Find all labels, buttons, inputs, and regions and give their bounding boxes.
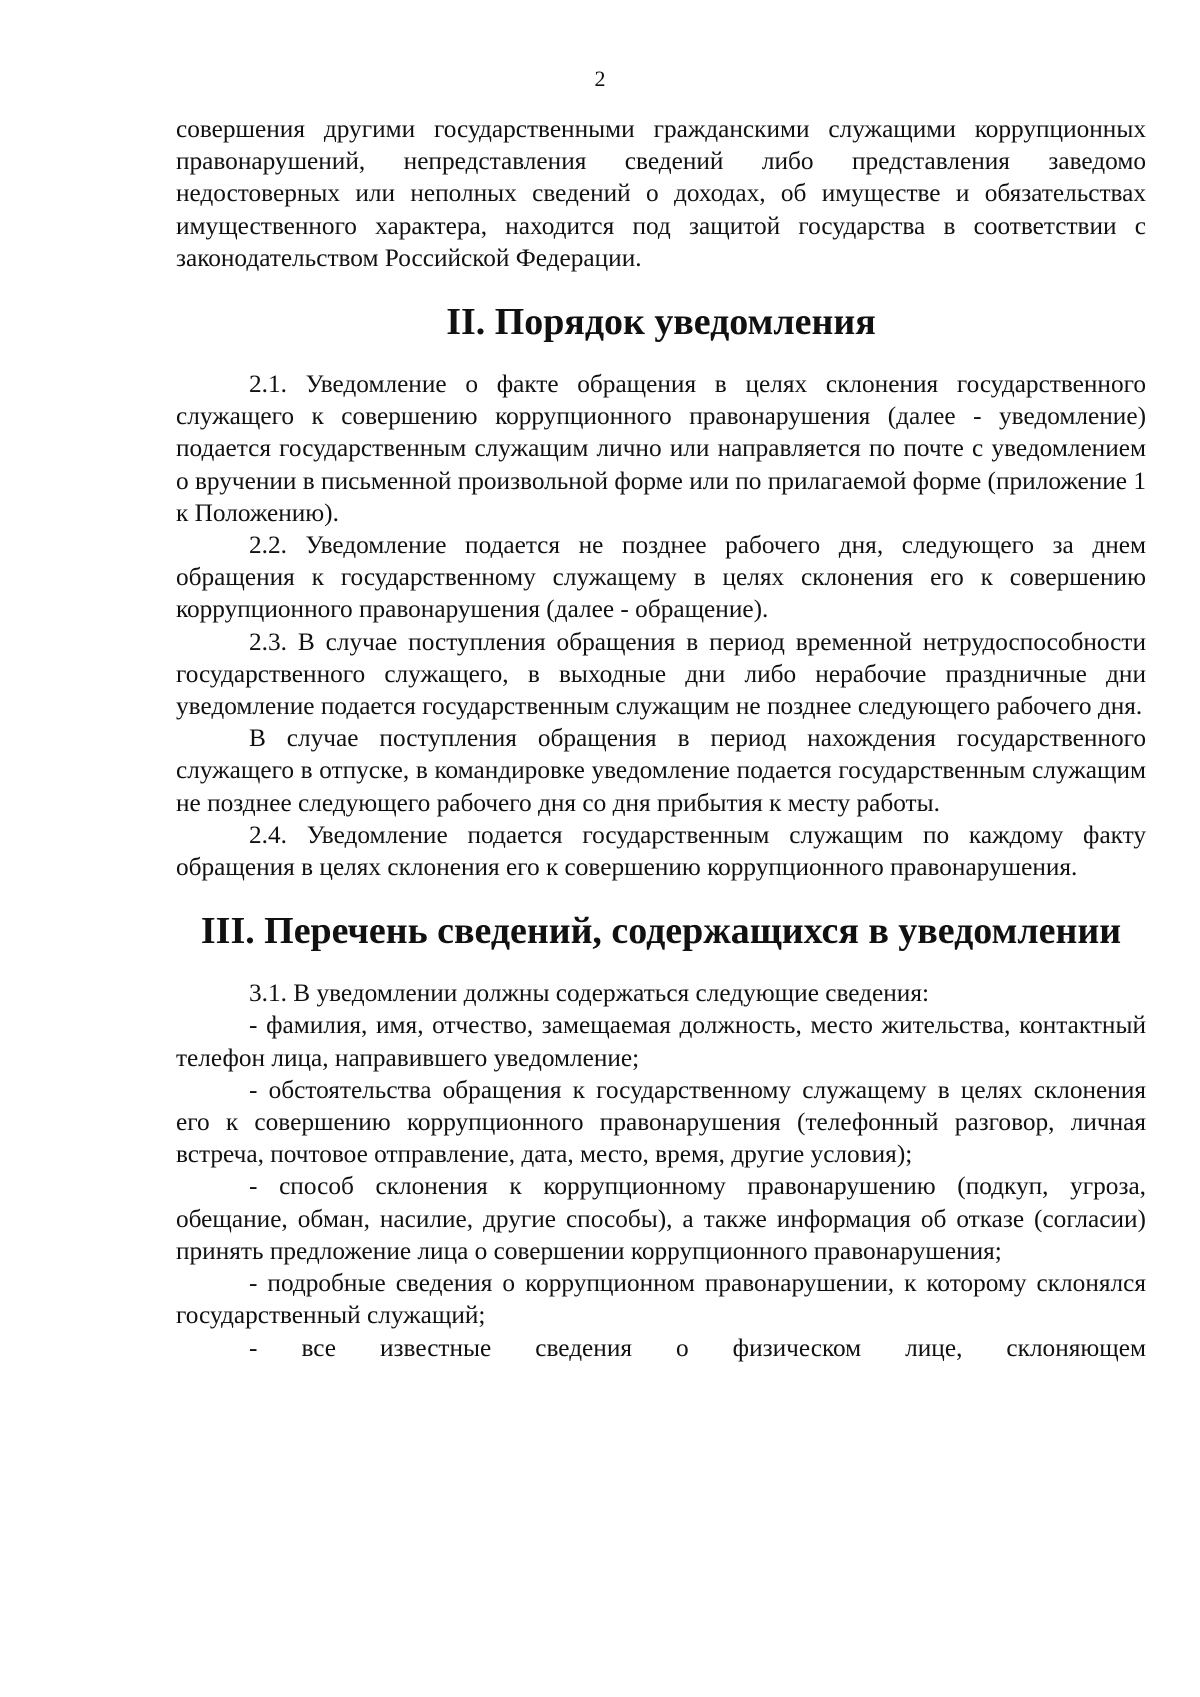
- document-body: [176, 113, 1146, 1364]
- paragraph-2-2: 2.2. Уведомление подается не позднее рабочего дня, следующего за днем обращения к государственному служащему в целях склонения его к совершению коррупционного правонарушения (далее - обращение).: [176, 531, 1146, 624]
- list-item: - подробные сведения о коррупционном правонарушении, к которому склонялся государственный служащий;: [176, 1269, 1146, 1330]
- paragraph-2-1: 2.1. Уведомление о факте обращения в целях склонения государственного служащего к совершению коррупционного правонарушения (далее - уведомление) подается государственным служащим лично или направляется по почте с уведомлением о вручении в письменной произвольной форме или по прилагаемой форме (приложение 1 к Положению).: [176, 370, 1146, 527]
- section-2-heading: II. Порядок уведомления: [446, 301, 876, 344]
- paragraph-2-4: 2.4. Уведомление подается государственным служащим по каждому факту обращения в целях склонения его к совершению коррупционного правонарушения.: [176, 820, 1146, 882]
- list-item: - все известные сведения о физическом лице, склоняющем: [249, 1333, 1146, 1362]
- intro-paragraph: совершения другими государственными гражданскими служащими коррупционных правонарушений, непредставления сведений либо представления заведомо недостоверных или неполных сведений о доходах, об имуществе и обязательствах имущественного характера, находится под защитой государства в соответствии с законодательством Российской Федерации.: [176, 115, 1146, 272]
- section-3-heading: III. Перечень сведений, содержащихся в уведомлении: [200, 910, 1122, 953]
- paragraph-2-3: 2.3. В случае поступления обращения в период временной нетрудоспособности государственного служащего, в выходные дни либо нерабочие праздничные дни уведомление подается государственным служащим не позднее следующего рабочего дня.: [176, 627, 1146, 721]
- list-item: - обстоятельства обращения к государственному служащему в целях склонения его к совершению коррупционного правонарушения (телефонный разговор, личная встреча, почтовое отправление, дата, место, время, другие условия);: [176, 1075, 1146, 1169]
- list-item: - способ склонения к коррупционному правонарушению (подкуп, угроза, обещание, обман, насилие, другие способы), а также информация об отказе (согласии) принять предложение лица о совершении коррупционного правонарушения;: [176, 1172, 1146, 1265]
- page-number: 2: [594, 66, 606, 91]
- paragraph-3-1: 3.1. В уведомлении должны содержаться следующие сведения:: [249, 979, 930, 1008]
- list-item: - фамилия, имя, отчество, замещаемая должность, место жительства, контактный телефон лица, направившего уведомление;: [176, 1011, 1146, 1072]
- paragraph-2-3-continued: В случае поступления обращения в период нахождения государственного служащего в отпуске, в командировке уведомление подается государственным служащим не позднее следующего рабочего дня со дня прибытия к месту работы.: [176, 724, 1146, 817]
